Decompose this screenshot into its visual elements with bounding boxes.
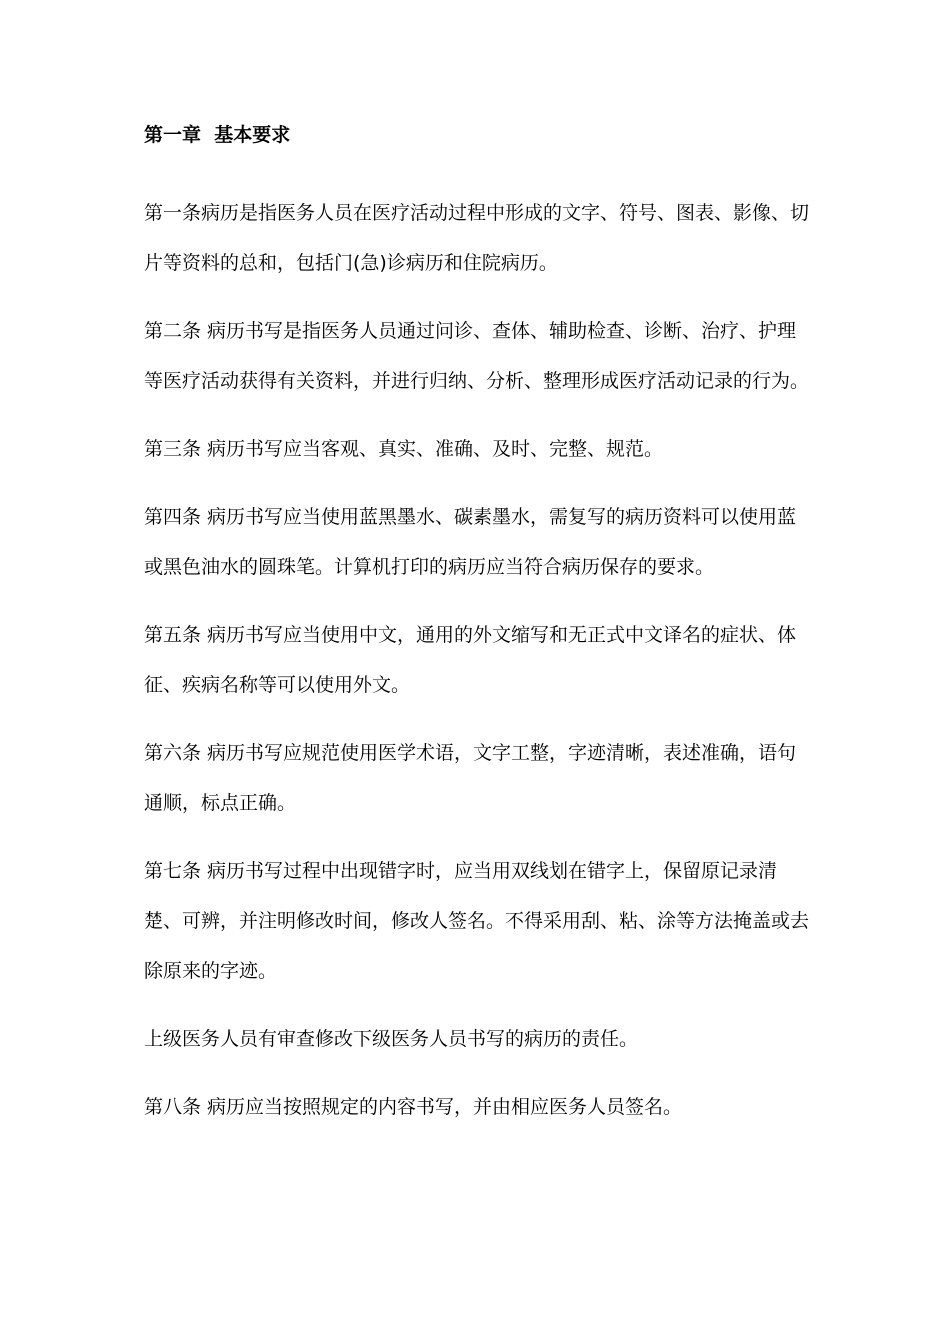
article-7-supplement: 上级医务人员有审查修改下级医务人员书写的病历的责任。 [144, 1028, 639, 1050]
document-body [144, 118, 810, 1150]
article-2: 第二条 病历书写是指医务人员通过问诊、查体、辅助检查、诊断、治疗、护理等医疗活动获得有关资料，并进行归纳、分析、整理形成医疗活动记录的行为。 [144, 320, 810, 392]
article-6: 第六条 病历书写应规范使用医学术语，文字工整，字迹清晰，表述准确，语句通顺，标点正确。 [144, 742, 797, 814]
article-8: 第八条 病历应当按照规定的内容书写，并由相应医务人员签名。 [144, 1096, 683, 1118]
article-3: 第三条 病历书写应当客观、真实、准确、及时、完整、规范。 [144, 438, 664, 460]
chapter-title: 第一章 基本要求 [144, 124, 291, 146]
article-4: 第四条 病历书写应当使用蓝黑墨水、碳素墨水，需复写的病历资料可以使用蓝或黑色油水的圆珠笔。计算机打印的病历应当符合病历保存的要求。 [144, 506, 797, 578]
article-7: 第七条 病历书写过程中出现错字时，应当用双线划在错字上，保留原记录清楚、可辨，并注明修改时间，修改人签名。不得采用刮、粘、涂等方法掩盖或去除原来的字迹。 [144, 860, 810, 982]
article-1: 第一条病历是指医务人员在医疗活动过程中形成的文字、符号、图表、影像、切片等资料的总和，包括门(急)诊病历和住院病历。 [144, 202, 810, 274]
article-5: 第五条 病历书写应当使用中文，通用的外文缩写和无正式中文译名的症状、体征、疾病名称等可以使用外文。 [144, 624, 797, 696]
